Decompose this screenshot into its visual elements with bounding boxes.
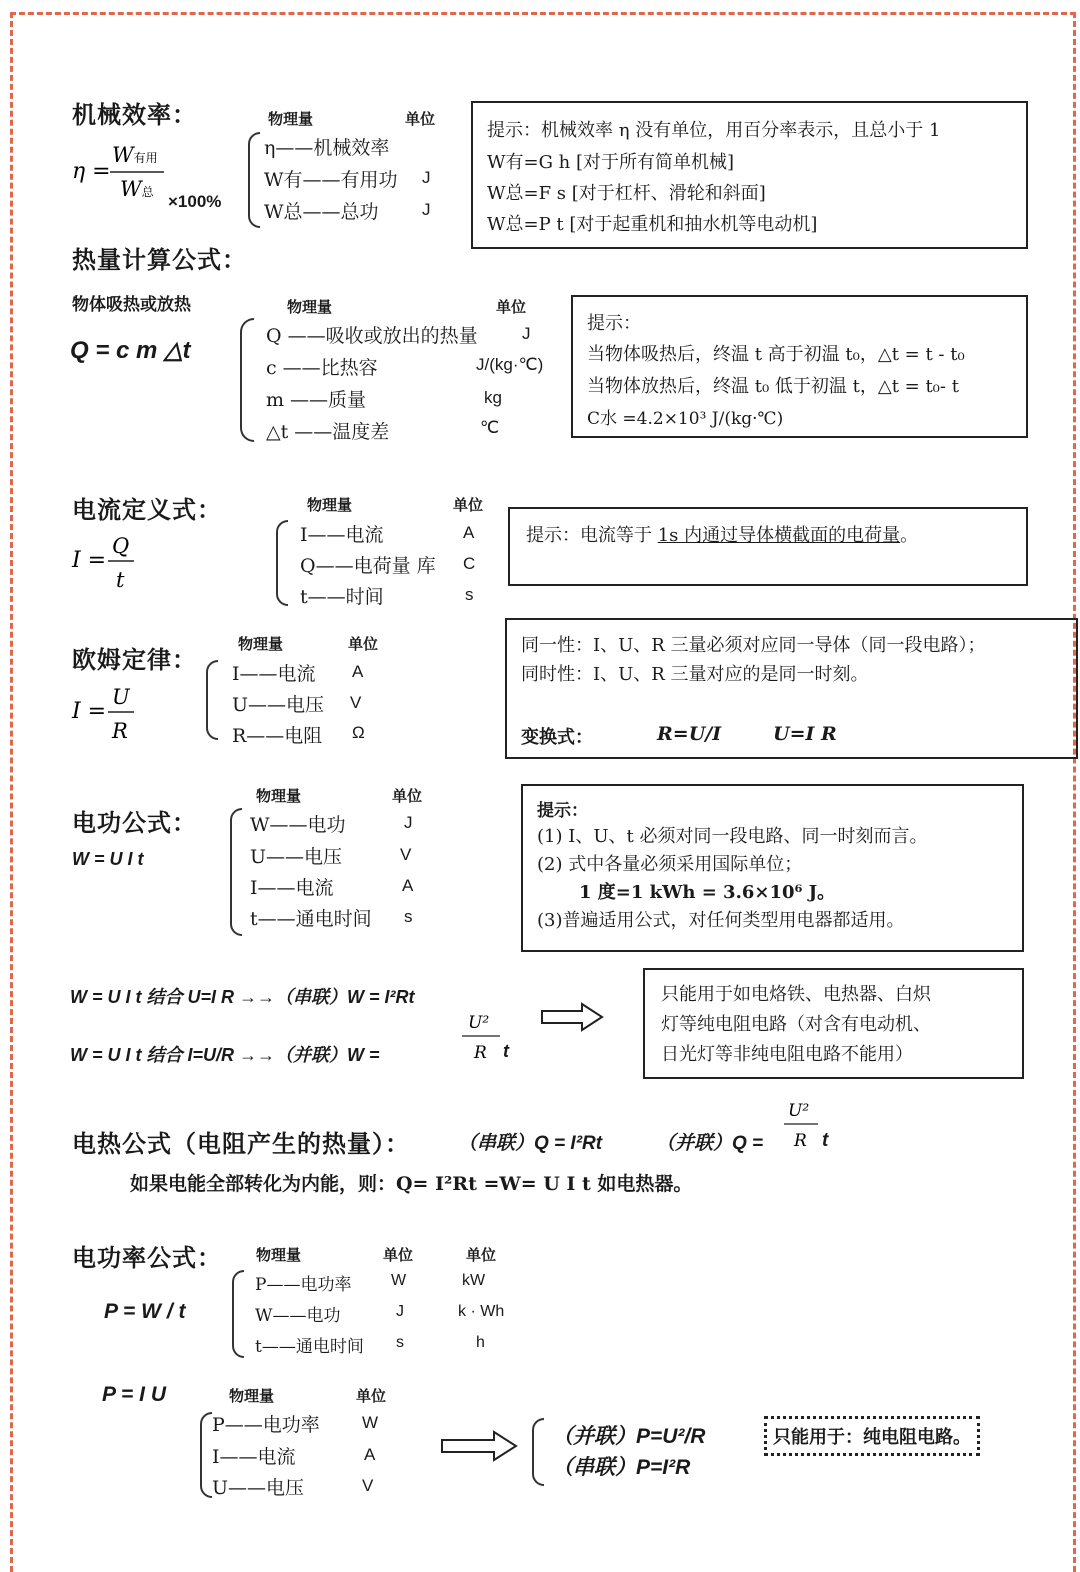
power-unit2: kW <box>462 1272 486 1289</box>
power2-unit: V <box>362 1476 374 1495</box>
power-row: t——通电时间 <box>255 1337 364 1357</box>
ohm-row: R——电阻 <box>232 725 323 747</box>
ohm-col-qty: 物理量 <box>238 635 284 653</box>
heat-tip-box <box>571 295 1028 438</box>
current-unit: C <box>463 554 476 573</box>
power2-formula: P = I U <box>102 1383 166 1406</box>
ohm-formula <box>72 684 152 748</box>
heat-row: △t ——温度差 <box>266 421 390 443</box>
power-row: W——电功 <box>255 1306 341 1326</box>
combine-note-line: 只能用于如电烙铁、电热器、白炽 <box>661 984 931 1005</box>
heat-formula: Q = c m △t <box>70 337 191 364</box>
power2-row: U——电压 <box>212 1477 305 1499</box>
heat-row: Q ——吸收或放出的热量 <box>266 325 478 347</box>
mech-brace <box>248 132 260 228</box>
joule-parallel: （并联）Q = <box>656 1133 764 1154</box>
ohm-title: 欧姆定律： <box>72 645 197 674</box>
work-unit: V <box>400 845 412 864</box>
combine-tail: t <box>503 1041 509 1061</box>
heat-unit: ℃ <box>480 418 500 437</box>
power-col-qty: 物理量 <box>256 1246 302 1264</box>
current-col-qty: 物理量 <box>307 496 353 514</box>
power2-row: P——电功率 <box>212 1414 320 1436</box>
power2-col-unit: 单位 <box>356 1387 387 1405</box>
heat-unit: J <box>522 324 531 343</box>
work-row: U——电压 <box>250 846 343 868</box>
combine-line2: W = U I t 结合 I=U/R →→（并联）W = <box>70 1045 380 1065</box>
mech-col-qty: 物理量 <box>268 110 314 128</box>
ohm-transform-1: R=U/I <box>657 723 722 745</box>
power-brace <box>232 1270 244 1358</box>
current-unit: s <box>465 585 474 604</box>
heat-tip-line: 当物体放热后，终温 t₀ 低于初温 t，△t = t₀- t <box>587 376 959 397</box>
ohm-brace <box>206 660 218 740</box>
heat-unit: kg <box>484 388 502 407</box>
heat-col-unit: 单位 <box>496 298 527 316</box>
svg-text:U: U <box>112 685 130 709</box>
work-tip-line: (3)普遍适用公式，对任何类型用电器都适用。 <box>537 910 905 931</box>
mech-tip-line: W有=G h [对于所有简单机械] <box>487 152 735 173</box>
work-unit: J <box>404 813 413 832</box>
heat-brace <box>240 318 254 442</box>
mech-tip-line: 提示：机械效率 η 没有单位，用百分率表示，且总小于 1 <box>487 120 941 141</box>
power2-col-qty: 物理量 <box>229 1387 275 1405</box>
power2-row: I——电流 <box>212 1446 296 1468</box>
work-unit: s <box>404 907 413 926</box>
work-title: 电功公式： <box>72 808 197 837</box>
heat-tip-line: C水 =4.2×10³ J/(kg·℃) <box>587 409 784 429</box>
power-unit: W <box>391 1272 407 1289</box>
svg-text:R: R <box>794 1131 807 1151</box>
work-row: W——电功 <box>250 814 346 836</box>
svg-text:R: R <box>474 1043 487 1063</box>
power2-note: 只能用于：纯电阻电路。 <box>764 1416 980 1456</box>
work-row: I——电流 <box>250 877 334 899</box>
mech-unit: J <box>422 168 431 187</box>
ohm-transform-label: 变换式： <box>521 727 593 748</box>
power-col-unit: 单位 <box>383 1246 414 1264</box>
mech-col-unit: 单位 <box>405 110 436 128</box>
ohm-unit: V <box>350 693 362 712</box>
joule-series: （串联）Q = I²Rt <box>458 1133 603 1154</box>
current-title: 电流定义式： <box>72 495 222 524</box>
mech-title: 机械效率： <box>72 100 197 129</box>
mech-row: W有——有用功 <box>264 169 398 191</box>
power2-result-brace <box>532 1418 544 1486</box>
current-row: t——时间 <box>300 586 384 608</box>
svg-text:U²: U² <box>468 1013 490 1033</box>
heat-unit: J/(kg·℃) <box>476 355 544 374</box>
svg-text:I =: I = <box>72 699 107 724</box>
work-brace <box>230 808 242 936</box>
heat-tip-line: 当物体吸热后，终温 t 高于初温 t₀，△t = t - t₀ <box>587 344 965 365</box>
mech-row: η——机械效率 <box>264 137 390 159</box>
joule-title: 电热公式（电阻产生的热量）： <box>72 1129 410 1158</box>
power2-unit: A <box>364 1445 376 1464</box>
ohm-row: I——电流 <box>232 663 316 685</box>
ohm-transform-2: U=I R <box>773 723 837 745</box>
ohm-unit: A <box>352 662 364 681</box>
work-tip-line: (1) I、U、t 必须对同一段电路、同一时刻而言。 <box>537 826 928 847</box>
svg-text:t: t <box>116 568 125 592</box>
current-tip: 提示：电流等于 1s 内通过导体横截面的电荷量。 <box>526 525 919 546</box>
power-formula: P = W / t <box>104 1300 186 1323</box>
power2-arrow-icon <box>440 1430 520 1462</box>
joule-tail: t <box>822 1130 829 1151</box>
current-tip-box <box>508 507 1028 586</box>
heat-row: c ——比热容 <box>266 357 378 379</box>
joule-line2: 如果电能全部转化为内能，则：Q= I²Rt =W= U I t 如电热器。 <box>130 1173 693 1195</box>
combine-note-line: 灯等纯电阻电路（对含有电动机、 <box>661 1014 931 1035</box>
power-row: P——电功率 <box>255 1275 352 1295</box>
current-col-unit: 单位 <box>453 496 484 514</box>
power-unit: s <box>396 1334 404 1351</box>
heat-row: m ——质量 <box>266 389 367 411</box>
work-tip-line: (2) 式中各量必须采用国际单位； <box>537 854 803 875</box>
current-brace <box>276 520 288 606</box>
power2-series: （串联）P=I²R <box>552 1456 691 1479</box>
work-unit: A <box>402 876 414 895</box>
ohm-tip-box <box>505 618 1078 759</box>
combine-fraction <box>462 1012 522 1066</box>
mech-percent: ×100% <box>168 192 222 211</box>
combine-arrow-icon <box>540 1002 606 1032</box>
heat-title: 热量计算公式： <box>72 245 247 274</box>
svg-text:W总: W总 <box>120 177 154 201</box>
svg-text:η =: η = <box>72 159 111 184</box>
current-unit: A <box>463 523 475 542</box>
ohm-unit: Ω <box>352 723 365 742</box>
work-col-qty: 物理量 <box>256 787 302 805</box>
ohm-col-unit: 单位 <box>348 635 379 653</box>
work-formula: W = U I t <box>72 849 144 869</box>
combine-line1: W = U I t 结合 U=I R →→（串联）W = I²Rt <box>70 987 415 1007</box>
work-tip-box <box>521 784 1024 952</box>
ohm-tip-line: 同时性：I、U、R 三量对应的是同一时刻。 <box>521 664 869 685</box>
power-unit: J <box>396 1303 404 1320</box>
heat-col-qty: 物理量 <box>287 298 333 316</box>
current-row: Q——电荷量 库 <box>300 555 436 577</box>
combine-note-box <box>643 968 1024 1079</box>
combine-note-line: 日光灯等非纯电阻电路不能用） <box>661 1044 913 1065</box>
power-title: 电功率公式： <box>72 1243 222 1272</box>
power-unit2: h <box>476 1334 485 1351</box>
power2-brace <box>200 1412 212 1498</box>
ohm-tip-line: 同一性：I、U、R 三量必须对应同一导体（同一段电路）； <box>521 635 986 656</box>
work-tip-line: 1 度=1 kWh = 3.6×10⁶ J。 <box>579 882 836 903</box>
ohm-row: U——电压 <box>232 694 325 716</box>
svg-text:R: R <box>112 719 128 743</box>
mech-tip-line: W总=P t [对于起重机和抽水机等电动机] <box>487 214 818 235</box>
power2-parallel: （并联）P=U²/R <box>552 1425 706 1448</box>
power-col-unit2: 单位 <box>466 1246 497 1264</box>
power2-unit: W <box>362 1413 379 1432</box>
svg-text:I =: I = <box>72 548 107 573</box>
power-unit2: k · Wh <box>458 1303 505 1320</box>
work-row: t——通电时间 <box>250 908 372 930</box>
svg-text:Q: Q <box>112 534 130 558</box>
mech-tip-box <box>471 101 1028 249</box>
svg-text:U²: U² <box>788 1101 810 1121</box>
mech-tip-line: W总=F s [对于杠杆、滑轮和斜面] <box>487 183 766 204</box>
svg-text:W有用: W有用 <box>112 143 158 167</box>
current-formula <box>72 535 152 599</box>
mech-unit: J <box>422 200 431 219</box>
work-tip-line: 提示： <box>537 801 588 821</box>
joule-fraction <box>784 1100 844 1154</box>
work-col-unit: 单位 <box>392 787 423 805</box>
current-row: I——电流 <box>300 524 384 546</box>
mech-row: W总——总功 <box>264 201 379 223</box>
heat-subtitle: 物体吸热或放热 <box>72 295 191 315</box>
heat-tip-line: 提示： <box>587 313 641 334</box>
